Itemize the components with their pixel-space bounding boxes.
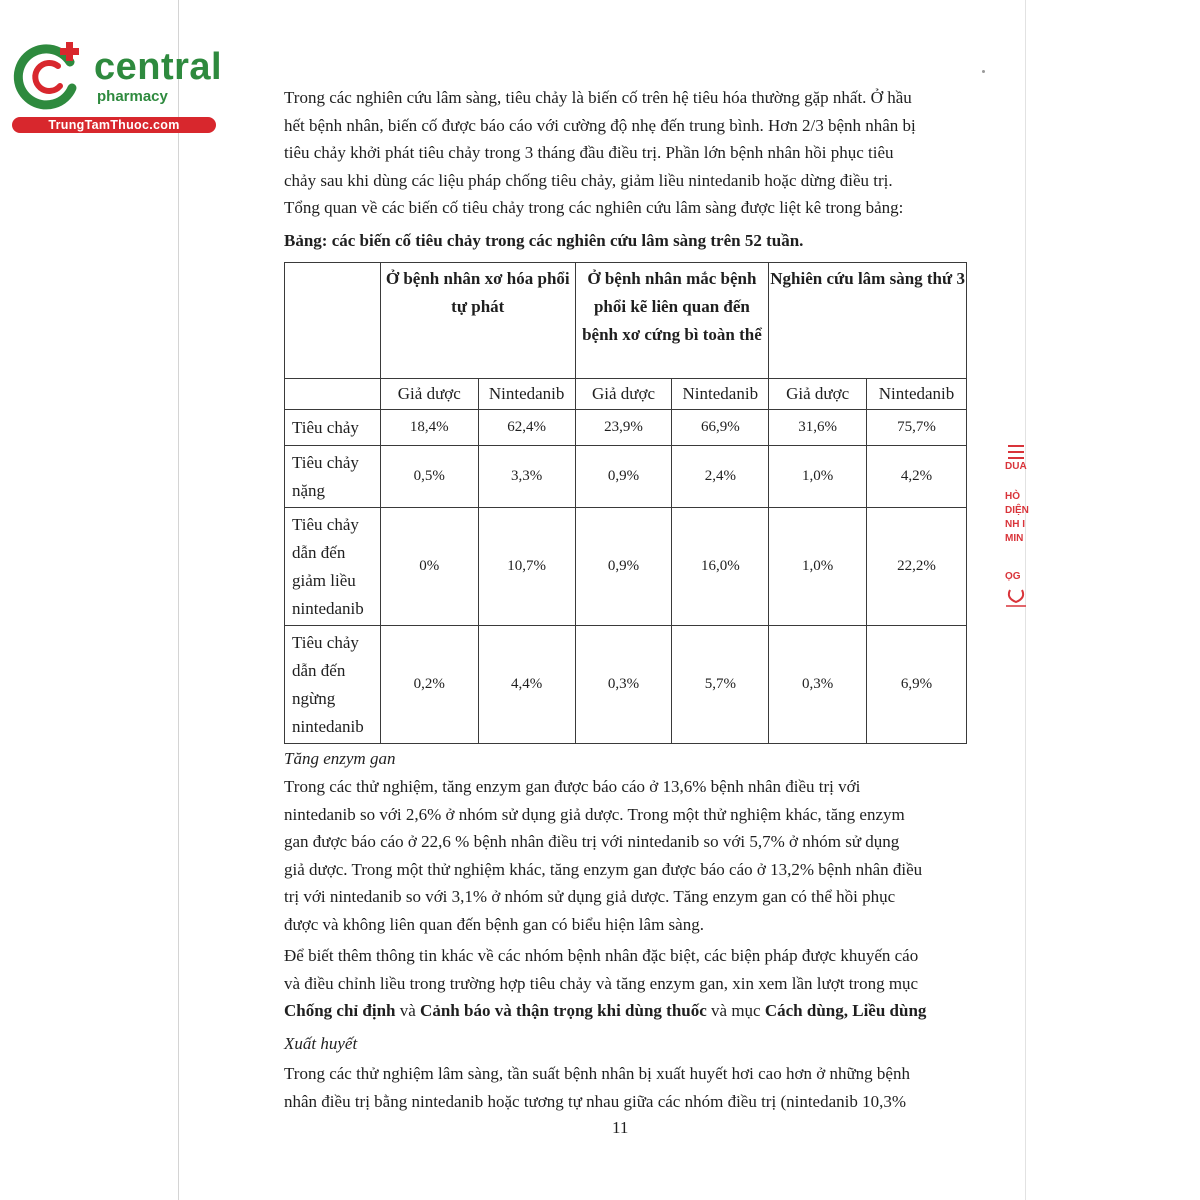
table-cell: 10,7%: [478, 508, 575, 626]
table-cell: 0,3%: [575, 626, 672, 744]
stamp-text: ỌG: [1005, 571, 1021, 582]
group-header-third-trial: Nghiên cứu lâm sàng thứ 3: [769, 263, 967, 379]
table-cell: 0,2%: [380, 626, 478, 744]
table-cell: 4,4%: [478, 626, 575, 744]
table-cell: 3,3%: [478, 446, 575, 508]
table-cell: 0%: [380, 508, 478, 626]
table-cell: 0,9%: [575, 508, 672, 626]
table-cell: 22,2%: [867, 508, 967, 626]
subheader-placebo: Giả dược: [380, 379, 478, 410]
table-group-header-row: [285, 263, 967, 379]
text-line-with-references: [284, 997, 968, 1025]
reference-dosage: Cách dùng, Liều dùng: [764, 1001, 927, 1020]
central-pharmacy-logo[interactable]: [8, 36, 223, 136]
text-line: Trong các thử nghiệm lâm sàng, tần suất bệnh nhân bị xuất huyết hơi cao hơn ở những bệnh: [284, 1064, 910, 1083]
stamp-text: MIN: [1005, 533, 1024, 544]
text-line: tiêu chảy khởi phát tiêu chảy trong 3 tháng đầu điều trị. Phần lớn bệnh nhân hồi phục tiêu: [284, 143, 894, 162]
stamp-text: HÒ: [1005, 491, 1020, 502]
text-line: trị với nintedanib so với 3,1% ở nhóm sử dụng giả dược. Tăng enzym gan có thể hồi phục: [284, 887, 896, 906]
table-cell: 31,6%: [769, 410, 867, 446]
row-label: Tiêu chảy nặng: [285, 446, 381, 508]
text-line: hết bệnh nhân, biến cố được báo cáo với cường độ nhẹ đến trung bình. Hơn 2/3 bệnh nhân bị: [284, 115, 916, 135]
row-label: Tiêu chảy dẫn đến giảm liều nintedanib: [285, 508, 381, 626]
text-line: được và không liên quan đến bệnh gan có biểu hiện lâm sàng.: [284, 914, 704, 934]
text-line: chảy sau khi dùng các liệu pháp chống tiêu chảy, giảm liều nintedanib hoặc dừng điều trị.: [284, 170, 893, 190]
table-cell: 1,0%: [769, 446, 867, 508]
group-header-ssc-ild: Ở bệnh nhân mắc bệnh phổi kẽ liên quan đến bệnh xơ cứng bì toàn thể: [575, 263, 769, 379]
table-cell: 0,9%: [575, 446, 672, 508]
text-line: và điều chỉnh liều trong trường hợp tiêu chảy và tăng enzym gan, xin xem lần lượt trong mục: [284, 973, 919, 993]
table-row: [285, 626, 967, 744]
subheader-nintedanib: Nintedanib: [672, 379, 769, 410]
table-cell: 4,2%: [867, 446, 967, 508]
logo-brand-text: central: [94, 46, 223, 88]
table-cell: 1,0%: [769, 508, 867, 626]
connector-text: và: [395, 1001, 421, 1020]
text-line: nintedanib so với 2,6% ở nhóm sử dụng giả dược. Trong một thử nghiệm khác, tăng enzym: [284, 804, 905, 824]
enzyme-heading: Tăng enzym gan: [284, 749, 396, 768]
scan-speck: [982, 70, 985, 73]
stamp-text: DUA: [1005, 461, 1027, 472]
subheader-placebo: Giả dược: [575, 379, 672, 410]
table-cell: 62,4%: [478, 410, 575, 446]
diarrhea-events-table: [284, 262, 967, 744]
text-line: giả dược. Trong một thử nghiệm khác, tăng enzym gan được báo cáo ở 13,2% bệnh nhân điều: [284, 859, 923, 879]
bleeding-heading: Xuất huyết: [284, 1034, 358, 1053]
text-line: Để biết thêm thông tin khác về các nhóm bệnh nhân đặc biệt, các biện pháp được khuyến cáo: [284, 946, 919, 965]
page-number: 11: [612, 1118, 629, 1137]
row-label: Tiêu chảy: [285, 410, 381, 446]
table-cell: 2,4%: [672, 446, 769, 508]
table-cell: 75,7%: [867, 410, 967, 446]
stamp-text: NH I: [1005, 519, 1025, 530]
table-cell: 0,5%: [380, 446, 478, 508]
subheader-nintedanib: Nintedanib: [867, 379, 967, 410]
reference-warnings: Cảnh báo và thận trọng khi dùng thuốc: [420, 1001, 707, 1020]
table-cell: 5,7%: [672, 626, 769, 744]
table-row: [285, 508, 967, 626]
table-cell: 6,9%: [867, 626, 967, 744]
intro-paragraph: [284, 84, 968, 222]
table-row: [285, 410, 967, 446]
connector-text: và mục: [706, 1001, 765, 1020]
logo-sub-text: pharmacy: [97, 88, 168, 105]
enzyme-paragraph: [284, 773, 968, 938]
logo-url-badge: TrungTamThuoc.com: [12, 117, 216, 133]
subheader-nintedanib: Nintedanib: [478, 379, 575, 410]
row-label: Tiêu chảy dẫn đến ngừng nintedanib: [285, 626, 381, 744]
logo-c-cross-icon: [8, 36, 88, 116]
group-header-ipf: Ở bệnh nhân xơ hóa phổi tự phát: [380, 263, 575, 379]
table-cell: 23,9%: [575, 410, 672, 446]
bleeding-paragraph: [284, 1060, 968, 1115]
reference-contraindications: Chống chỉ định: [284, 1001, 396, 1020]
text-line: Trong các nghiên cứu lâm sàng, tiêu chảy là biến cố trên hệ tiêu hóa thường gặp nhất. Ở hầu: [284, 88, 912, 107]
table-cell: 16,0%: [672, 508, 769, 626]
subheader-placebo: Giả dược: [769, 379, 867, 410]
text-line: Trong các thử nghiệm, tăng enzym gan được báo cáo ở 13,6% bệnh nhân điều trị với: [284, 777, 861, 796]
stamp-text: DIỆN: [1005, 505, 1029, 516]
text-line: nhân điều trị bằng nintedanib hoặc tương tự nhau giữa các nhóm điều trị (nintedanib 10,3%: [284, 1091, 907, 1111]
table-corner-cell: [285, 263, 381, 379]
table-cell: 66,9%: [672, 410, 769, 446]
table-caption: Bảng: các biến cố tiêu chảy trong các nghiên cứu lâm sàng trên 52 tuần.: [284, 231, 804, 250]
table-subheader-blank: [285, 379, 381, 410]
special-populations-paragraph: [284, 942, 968, 1025]
table-cell: 18,4%: [380, 410, 478, 446]
table-cell: 0,3%: [769, 626, 867, 744]
text-line: gan được báo cáo ở 22,6 % bệnh nhân điều trị với nintedanib so với 5,7% ở nhóm sử dụng: [284, 832, 900, 851]
text-line: Tổng quan về các biến cố tiêu chảy trong các nghiên cứu lâm sàng được liệt kê trong bảng:: [284, 198, 904, 217]
table-row: [285, 446, 967, 508]
table-subheader-row: [285, 379, 967, 410]
